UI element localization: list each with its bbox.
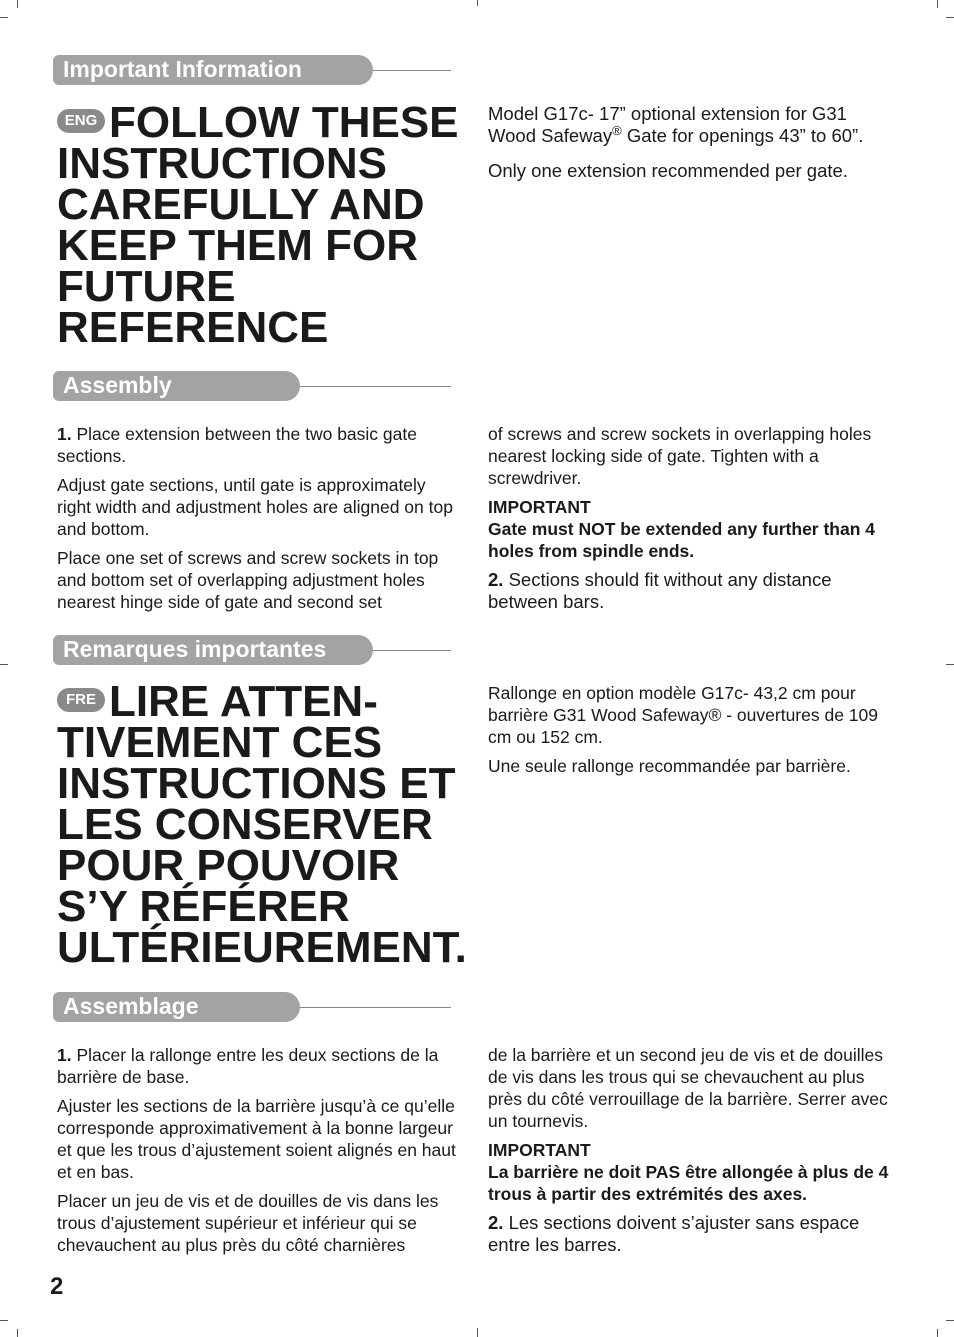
heading-line: LES CONSERVER — [57, 800, 433, 849]
section-header-important-information — [53, 55, 451, 85]
crop-mark — [17, 0, 18, 8]
heading-line: TIVEMENT CES — [57, 718, 383, 767]
step-1 — [57, 1044, 462, 1088]
crop-mark — [937, 0, 938, 8]
intro-paragraph — [488, 103, 888, 147]
crop-mark — [937, 1329, 938, 1337]
heading-line: FUTURE — [57, 262, 236, 311]
important-title: IMPORTANT — [488, 497, 591, 517]
section-label: Important Information — [53, 55, 373, 85]
paragraph: Ajuster les sections de la barrière jusqu’à ce qu’elle corresponde approximativement à la bonne largeur et que les trous d’ajustement soient alignés en haut et en bas. — [57, 1096, 456, 1182]
paragraph: Adjust gate sections, until gate is approximately right width and adjustment holes are aligned on top and bottom. — [57, 475, 453, 539]
intro-paragraph: Only one extension recommended per gate. — [488, 160, 848, 181]
paragraph: Placer un jeu de vis et de douilles de vis dans les trous d’ajustement supérieur et inférieur qui se chevauchent au plus près du côté charnières — [57, 1191, 439, 1255]
heading-line: FOLLOW THESE — [109, 98, 459, 147]
step-2 — [488, 1212, 893, 1256]
section-rule — [300, 1007, 451, 1008]
heading-line: REFERENCE — [57, 303, 329, 352]
heading-line: INSTRUCTIONS — [57, 139, 387, 188]
crop-mark — [0, 17, 8, 18]
section-header-remarques-importantes — [53, 635, 451, 665]
paragraph: de la barrière et un second jeu de vis et de douilles de vis dans les trous qui se chevauchent au plus près du côté verrouillage de la barrière. Serrer avec un tournevis. — [488, 1045, 888, 1131]
important-title: IMPORTANT — [488, 1140, 591, 1160]
step-text: Place extension between the two basic gate sections. — [57, 424, 417, 466]
heading-line: S’Y RÉFÉRER — [57, 882, 350, 931]
fre-intro — [488, 682, 893, 784]
intro-paragraph: Une seule rallonge recommandée par barrière. — [488, 756, 851, 776]
language-badge-fre: FRE — [57, 688, 105, 712]
important-text: La barrière ne doit PAS être allongée à plus de 4 trous à partir des extrémités des axes. — [488, 1162, 889, 1204]
eng-intro — [488, 103, 888, 195]
section-label: Assemblage — [53, 992, 300, 1022]
intro-paragraph: Rallonge en option modèle G17c- 43,2 cm pour barrière G31 Wood Safeway® - ouvertures de 109 cm ou 152 cm. — [488, 683, 878, 747]
crop-mark — [946, 664, 954, 665]
intro-text: Model G17c- 17” optional extension for G31 Wood Safeway — [488, 103, 847, 146]
eng-assembly-col-right — [488, 423, 893, 620]
section-header-assembly — [53, 371, 451, 401]
fre-assembly-col-left — [57, 1044, 462, 1263]
crop-mark — [477, 1328, 478, 1337]
crop-mark — [946, 1320, 954, 1321]
eng-heading — [57, 98, 459, 352]
heading-line: INSTRUCTIONS ET — [57, 759, 456, 808]
step-number: 2. — [488, 569, 504, 590]
heading-line: KEEP THEM FOR — [57, 221, 419, 270]
heading-line: POUR POUVOIR — [57, 841, 400, 890]
paragraph: of screws and screw sockets in overlapping holes nearest locking side of gate. Tighten with a screwdriver. — [488, 424, 872, 488]
step-text: Placer la rallonge entre les deux sections de la barrière de base. — [57, 1045, 439, 1087]
crop-mark — [946, 17, 954, 18]
heading-line: CAREFULLY AND — [57, 180, 425, 229]
crop-mark — [0, 664, 8, 665]
registered-mark: ® — [612, 122, 622, 138]
fre-assembly-col-right — [488, 1044, 893, 1263]
eng-assembly-col-left — [57, 423, 462, 620]
step-text: Sections should fit without any distance between bars. — [488, 569, 832, 612]
section-label: Remarques importantes — [53, 635, 373, 665]
heading-line: LIRE ATTEN- — [109, 677, 378, 726]
section-rule — [373, 650, 451, 651]
step-1 — [57, 423, 462, 467]
section-rule — [300, 386, 451, 387]
step-text: Les sections doivent s’ajuster sans espace entre les barres. — [488, 1212, 860, 1255]
step-number: 1. — [57, 424, 72, 444]
language-badge-eng: ENG — [57, 109, 105, 133]
section-rule — [373, 70, 451, 71]
heading-line: ULTÉRIEUREMENT. — [57, 923, 467, 972]
section-label: Assembly — [53, 371, 300, 401]
intro-text: Gate for openings 43” to 60”. — [621, 125, 864, 146]
section-header-assemblage — [53, 992, 451, 1022]
crop-mark — [477, 0, 478, 6]
step-2 — [488, 569, 893, 613]
step-number: 2. — [488, 1212, 504, 1233]
crop-mark — [0, 1320, 8, 1321]
crop-mark — [17, 1329, 18, 1337]
page-number: 2 — [50, 1273, 64, 1300]
paragraph: Place one set of screws and screw sockets in top and bottom set of overlapping adjustment holes nearest hinge side of gate and second set — [57, 548, 439, 612]
important-text: Gate must NOT be extended any further than 4 holes from spindle ends. — [488, 519, 876, 561]
fre-heading — [57, 677, 467, 972]
step-number: 1. — [57, 1045, 72, 1065]
